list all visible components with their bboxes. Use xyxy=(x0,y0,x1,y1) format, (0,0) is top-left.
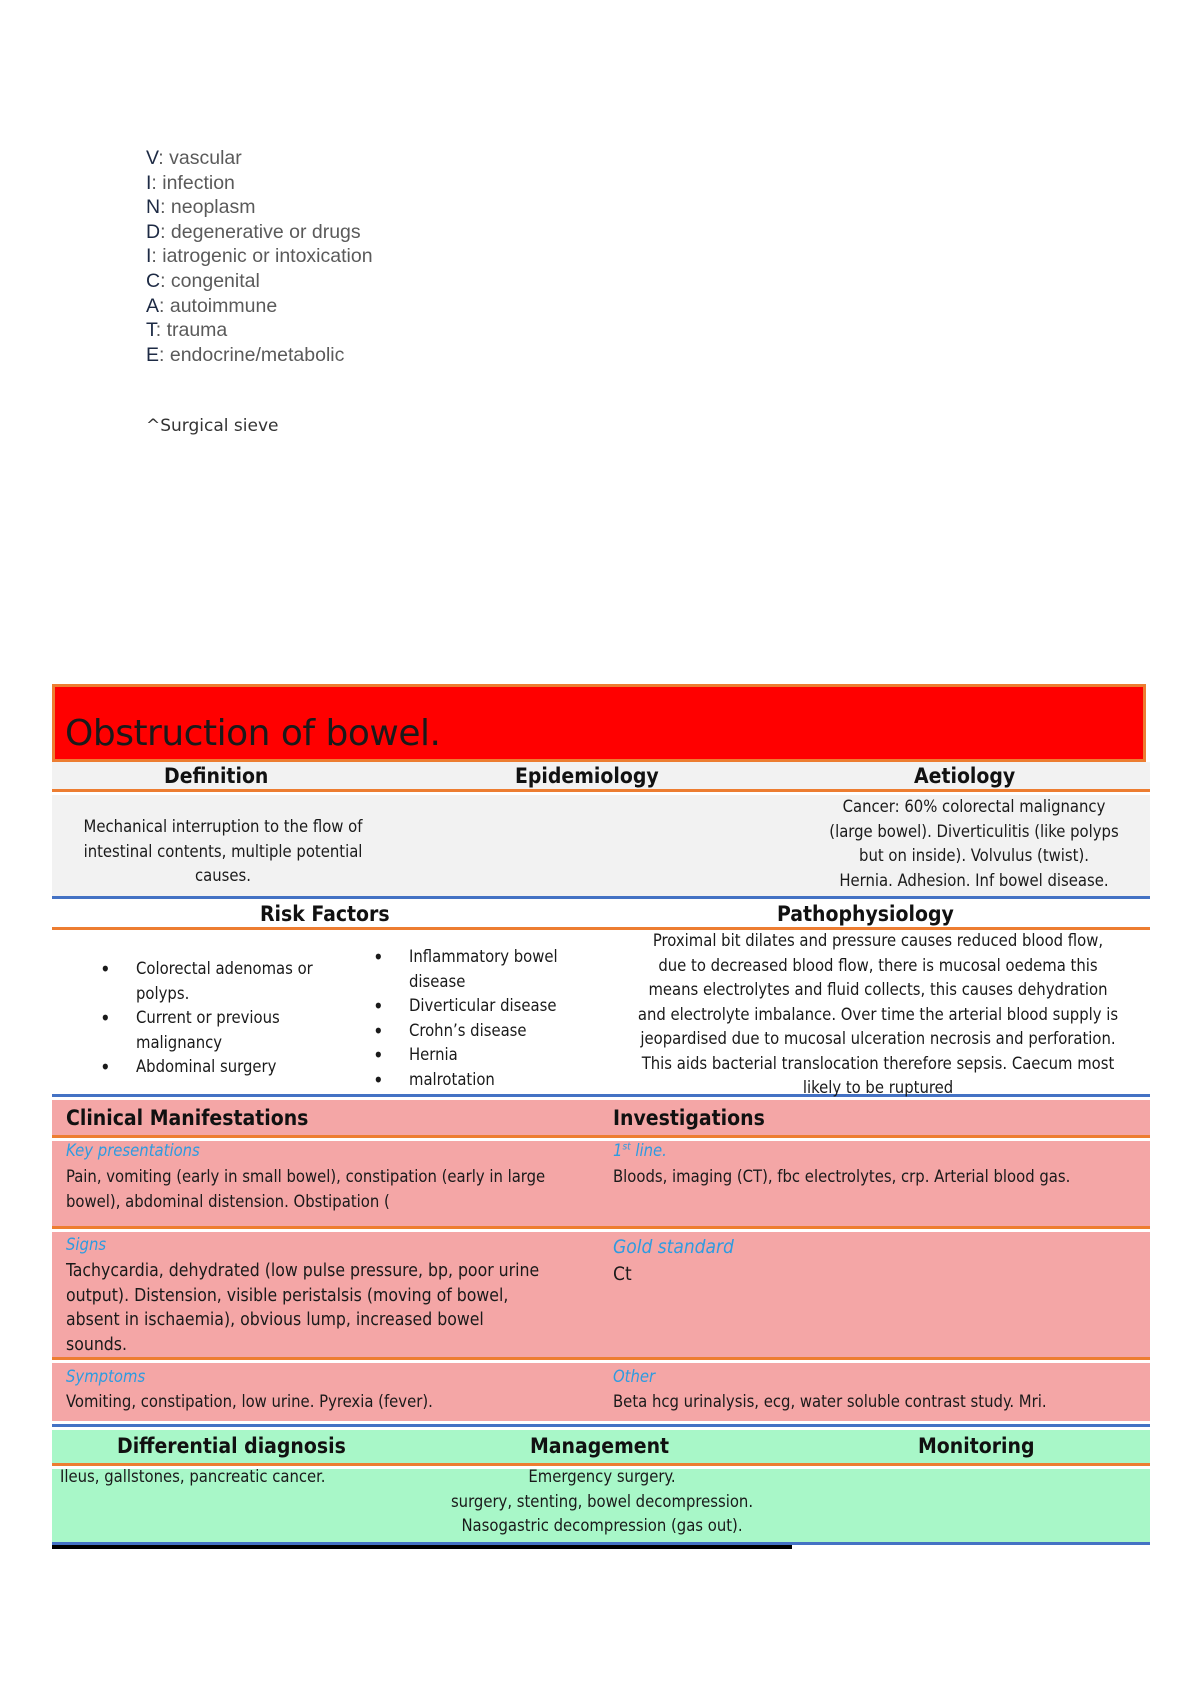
risk-factors-list-right xyxy=(367,945,602,1092)
investigations-header: Investigations xyxy=(613,1106,765,1130)
list-item: • Abdominal surgery xyxy=(94,1055,319,1080)
list-item: • Diverticular disease xyxy=(367,994,602,1019)
first-line-text: Bloods, imaging (CT), fbc electrolytes, crp. Arterial blood gas. xyxy=(613,1167,1071,1186)
sieve-item: V: vascular xyxy=(146,147,242,169)
other-label: Other xyxy=(613,1367,656,1386)
signs-text: Tachycardia, dehydrated (low pulse pressure, bp, poor urine output). Distension, visible peristalsis (moving of bowel, absent in ischaemia), obvious lump, increased bowel sounds. xyxy=(66,1261,540,1355)
symptoms-label: Symptoms xyxy=(66,1367,146,1386)
header-row-4 xyxy=(52,1430,1150,1466)
definition-text: Mechanical interruption to the flow of intestinal contents, multiple potential causes. xyxy=(83,817,363,885)
list-item: • Inflammatory bowel disease xyxy=(367,945,602,994)
differential-header: Differential diagnosis xyxy=(117,1434,346,1458)
sieve-item: T: trauma xyxy=(146,319,228,342)
gold-standard-text: Ct xyxy=(613,1263,632,1285)
risk-factors-list-left xyxy=(94,957,319,1080)
epidemiology-header: Epidemiology xyxy=(515,764,659,788)
signs-label: Signs xyxy=(66,1235,107,1254)
sieve-item: C: congenital xyxy=(146,269,260,292)
list-item: • Colorectal adenomas or polyps. xyxy=(94,957,319,1006)
overview-row xyxy=(52,795,1150,899)
definition-header: Definition xyxy=(164,764,269,788)
aetiology-header: Aetiology xyxy=(914,764,1016,788)
management-row xyxy=(52,1469,1150,1545)
sieve-item: I: infection xyxy=(146,171,235,194)
sieve-item: N: neoplasm xyxy=(146,196,256,219)
management-text: Emergency surgery. surgery, stenting, bowel decompression. Nasogastric decompression (gas out). xyxy=(450,1467,754,1535)
list-item: • Hernia xyxy=(367,1043,602,1068)
clinical-manifestations-header: Clinical Manifestations xyxy=(66,1106,309,1130)
risk-patho-row xyxy=(52,933,1150,1097)
divider xyxy=(52,1421,1150,1427)
header-row-1 xyxy=(52,762,1150,792)
other-text: Beta hcg urinalysis, ecg, water soluble contrast study. Mri. xyxy=(613,1392,1047,1411)
risk-factors-header: Risk Factors xyxy=(260,902,390,926)
key-presentations-label: Key presentations xyxy=(66,1141,200,1160)
pathophysiology-header: Pathophysiology xyxy=(777,902,954,926)
symptoms-text: Vomiting, constipation, low urine. Pyrexia (fever). xyxy=(66,1392,433,1411)
divider xyxy=(52,1545,792,1549)
page-title: Obstruction of bowel. xyxy=(65,713,441,754)
first-line-label: 1st line. xyxy=(613,1141,667,1160)
sieve-item: E: endocrine/metabolic xyxy=(146,343,345,366)
key-presentations-row xyxy=(52,1141,1150,1229)
gold-standard-label: Gold standard xyxy=(613,1236,734,1258)
differential-text: Ileus, gallstones, pancreatic cancer. xyxy=(60,1467,326,1486)
pathophysiology-text: Proximal bit dilates and pressure causes reduced blood flow, due to decreased blood flow, there is mucosal oedema this means electrolytes and fluid collects, this causes dehydration and electrolyte imbalance. Over time the arterial blood supply is jeopardised due to mucosal ulceration necrosis and perforation. This aids bacterial translocation therefore sepsis. Caecum most likely to be ruptured xyxy=(637,931,1119,1097)
management-header: Management xyxy=(530,1434,670,1458)
sieve-item: A: autoimmune xyxy=(146,294,278,317)
key-presentations-text: Pain, vomiting (early in small bowel), constipation (early in large bowel), abdominal distension. Obstipation ( xyxy=(66,1167,546,1211)
title-banner xyxy=(52,684,1146,762)
monitoring-header: Monitoring xyxy=(918,1434,1035,1458)
header-row-3 xyxy=(52,1100,1150,1138)
aetiology-text: Cancer: 60% colorectal malignancy (large bowel). Diverticulitis (like polyps but on inside). Volvulus (twist). Hernia. Adhesion. Inf bowel disease. xyxy=(829,797,1119,890)
surgical-sieve-list xyxy=(146,146,373,367)
sieve-note: ^Surgical sieve xyxy=(146,416,279,436)
list-item: • Current or previous malignancy xyxy=(94,1006,319,1055)
sieve-item: D: degenerative or drugs xyxy=(146,220,361,243)
signs-row xyxy=(52,1232,1150,1360)
sieve-item: I: iatrogenic or intoxication xyxy=(146,245,373,268)
symptoms-row xyxy=(52,1363,1150,1421)
list-item: • Crohn’s disease xyxy=(367,1019,602,1044)
header-row-2 xyxy=(52,902,1150,930)
list-item: • malrotation xyxy=(367,1068,602,1093)
